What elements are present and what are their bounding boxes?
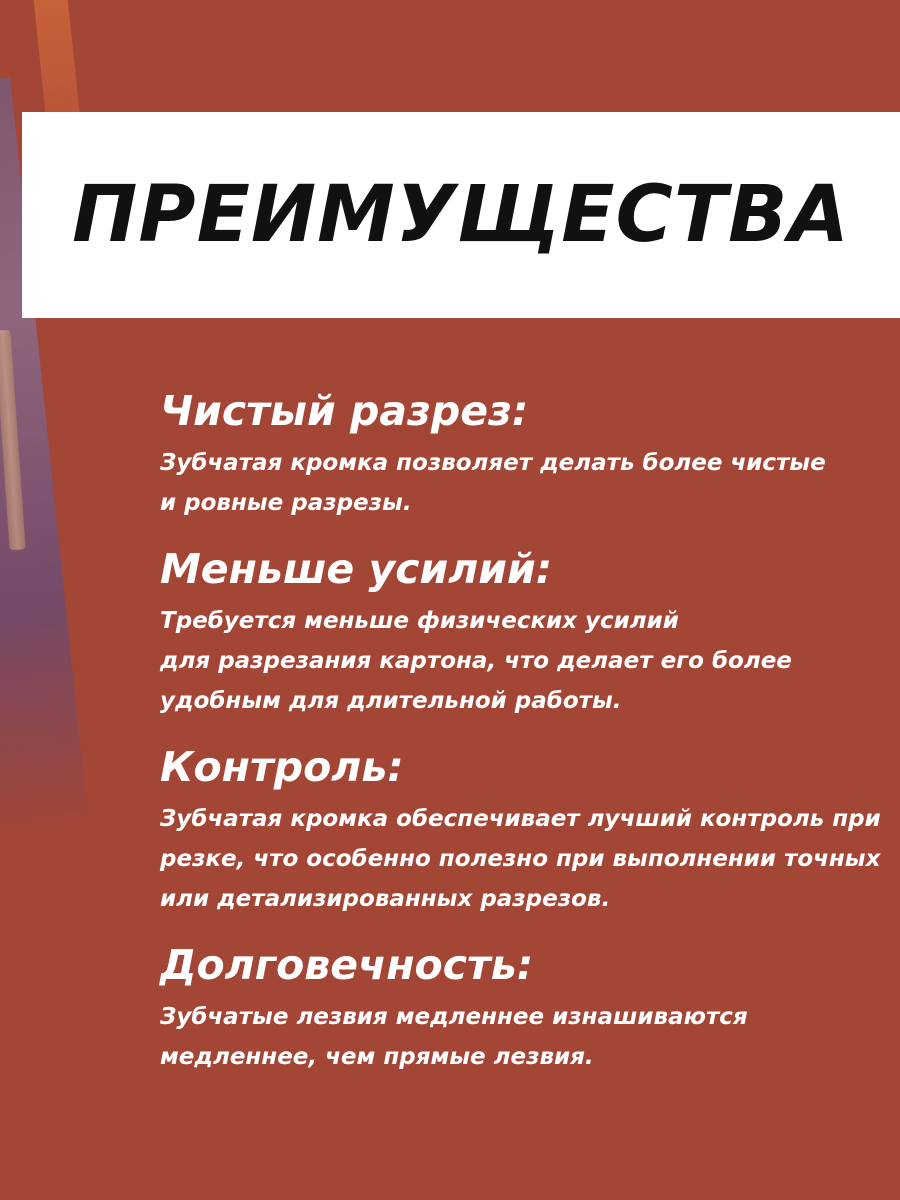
benefit-description	[160, 799, 885, 919]
benefit-line: Требуется меньше физических усилий	[160, 608, 679, 634]
benefit-description	[160, 443, 885, 523]
benefit-heading: Долговечность:	[160, 941, 534, 989]
benefit-item-clean-cut	[160, 385, 885, 523]
benefit-line: Зубчатая кромка позволяет делать более чистые	[160, 450, 826, 476]
benefit-line: резке, что особенно полезно при выполнении точных	[160, 846, 881, 872]
benefit-line: Зубчатые лезвия медленнее изнашиваются	[160, 1004, 748, 1030]
benefit-line: или детализированных разрезов.	[160, 886, 611, 912]
benefit-item-less-effort	[160, 543, 885, 721]
benefits-list	[160, 385, 885, 1097]
benefit-line: медленнее, чем прямые лезвия.	[160, 1044, 594, 1070]
benefit-line: Зубчатая кромка обеспечивает лучший контроль при	[160, 806, 881, 832]
benefit-heading: Контроль:	[160, 743, 404, 791]
benefit-heading: Меньше усилий:	[160, 545, 553, 593]
benefit-line: и ровные разрезы.	[160, 490, 412, 516]
benefit-item-durability	[160, 939, 885, 1077]
benefit-item-control	[160, 741, 885, 919]
benefit-description	[160, 997, 885, 1077]
benefit-description	[160, 601, 885, 721]
title-banner	[22, 112, 900, 318]
page-title: ПРЕИМУЩЕСТВА	[72, 170, 850, 260]
benefit-line: удобным для длительной работы.	[160, 688, 622, 714]
benefit-heading: Чистый разрез:	[160, 387, 529, 435]
benefit-line: для разрезания картона, что делает его более	[160, 648, 792, 674]
